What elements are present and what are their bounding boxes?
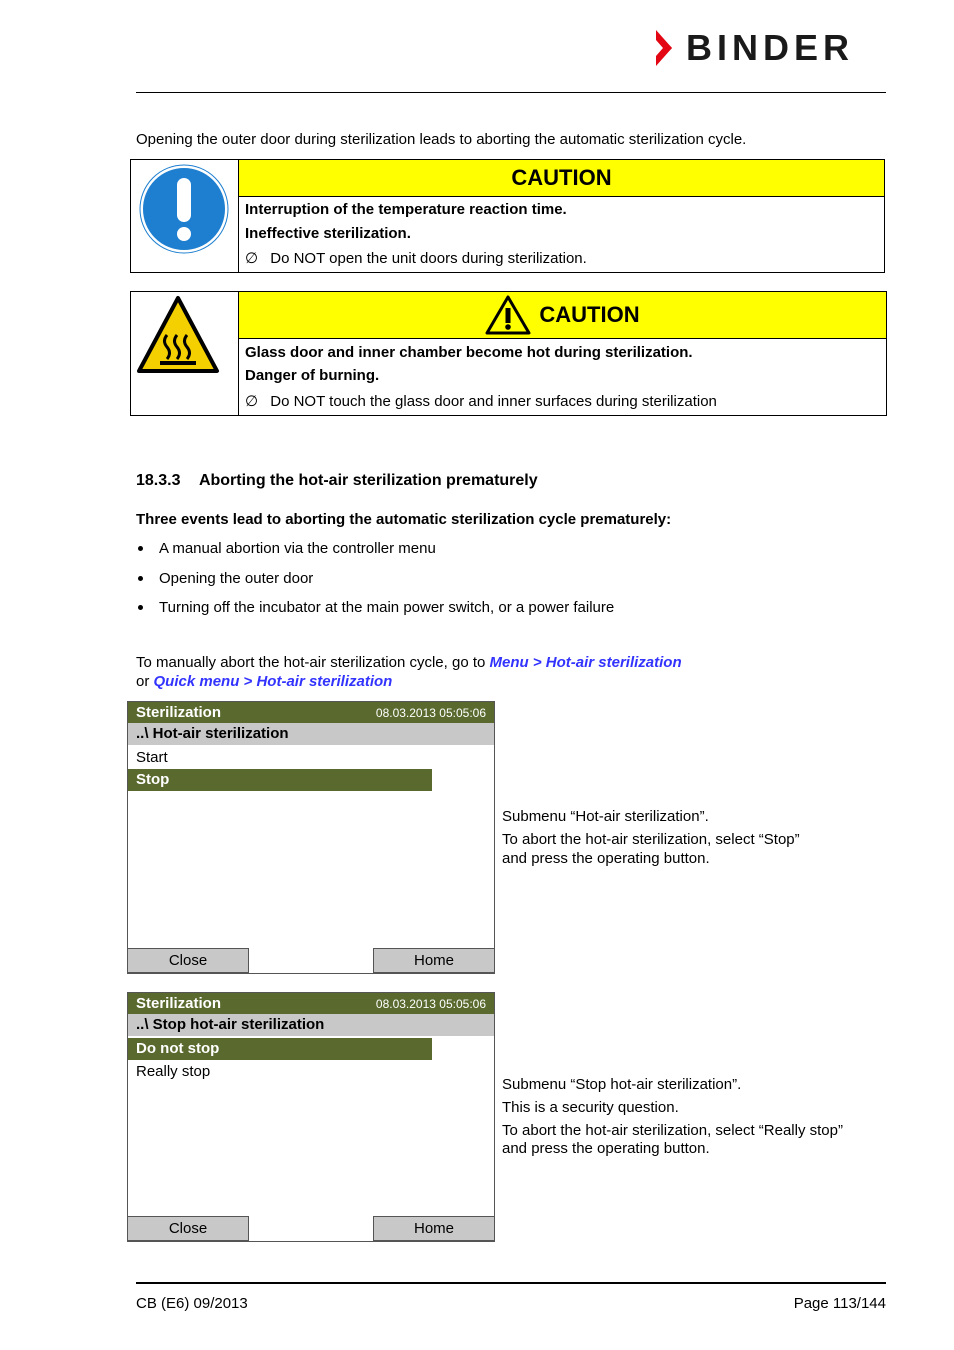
section-heading xyxy=(136,471,538,490)
bullet-icon xyxy=(138,546,143,551)
screen-datetime: 08.03.2013 05:05:06 xyxy=(375,706,486,720)
controller-screen-hot-air xyxy=(127,701,495,974)
screen2-desc-1: Submenu “Stop hot-air sterilization”. xyxy=(502,1076,742,1093)
caution-instruction xyxy=(245,392,717,410)
menu-link[interactable]: Menu > Hot-air sterilization xyxy=(489,654,682,671)
section-number: 18.3.3 xyxy=(136,472,181,489)
caution-box-hot xyxy=(130,291,887,416)
list-item-text: Turning off the incubator at the main power switch, or a power failure xyxy=(159,599,615,616)
menu-item-really-stop[interactable]: Really stop xyxy=(136,1063,211,1080)
hot-surface-icon xyxy=(136,295,220,375)
menu-item-stop[interactable]: Stop xyxy=(128,769,432,791)
screen-title: Sterilization xyxy=(136,995,222,1012)
screen1-desc-1: Submenu “Hot-air sterilization”. xyxy=(502,808,709,825)
instruction-or: or xyxy=(136,673,154,690)
header-rule xyxy=(136,92,886,93)
events-heading: Three events lead to aborting the automatic sterilization cycle prematurely: xyxy=(136,511,672,528)
home-button[interactable]: Home xyxy=(373,948,495,973)
warning-triangle-icon xyxy=(485,295,531,335)
screen1-desc-3: and press the operating button. xyxy=(502,850,710,867)
menu-item-do-not-stop[interactable]: Do not stop xyxy=(128,1038,432,1060)
instruction-line-1 xyxy=(136,653,682,672)
prohibition-symbol: ∅ xyxy=(245,393,259,410)
list-item xyxy=(138,598,614,617)
instruction-prefix: To manually abort the hot-air sterilization cycle, go to xyxy=(136,654,490,671)
menu-item-start[interactable]: Start xyxy=(136,749,168,766)
caution-instruction-text: Do NOT touch the glass door and inner surfaces during sterilization xyxy=(270,393,717,410)
caution-instruction-text: Do NOT open the unit doors during sterilization. xyxy=(270,250,587,267)
caution-line-1: Glass door and inner chamber become hot during sterilization. xyxy=(245,344,693,361)
bullet-icon xyxy=(138,605,143,610)
screen-title: Sterilization xyxy=(136,704,222,721)
caution-heading xyxy=(239,160,884,197)
footer-doc-id: CB (E6) 09/2013 xyxy=(136,1295,248,1312)
screen-path: ..\ Stop hot-air sterilization xyxy=(128,1014,494,1036)
intro-text: Opening the outer door during sterilization leads to aborting the automatic sterilization cycle. xyxy=(136,131,747,148)
footer-page-number: Page 113/144 xyxy=(793,1295,886,1312)
caution-heading-text: CAUTION xyxy=(539,302,640,327)
section-title: Aborting the hot-air sterilization prematurely xyxy=(198,472,538,489)
footer-rule xyxy=(136,1282,886,1284)
controller-screen-stop xyxy=(127,992,495,1242)
screen1-desc-2: To abort the hot-air sterilization, select “Stop” xyxy=(502,831,800,848)
screen-title-bar xyxy=(128,702,494,723)
exclamation-icon xyxy=(139,164,229,254)
close-button[interactable]: Close xyxy=(127,1216,249,1241)
screen2-desc-4: and press the operating button. xyxy=(502,1140,710,1157)
screen2-desc-2: This is a security question. xyxy=(502,1099,679,1116)
list-item xyxy=(138,569,313,588)
list-item xyxy=(138,539,436,558)
home-button[interactable]: Home xyxy=(373,1216,495,1241)
caution-box-doors xyxy=(130,159,885,273)
close-button[interactable]: Close xyxy=(127,948,249,973)
brand-name: BINDER xyxy=(686,27,855,68)
caution-icon-cell xyxy=(131,292,239,415)
binder-logo xyxy=(654,27,886,68)
instruction-line-2 xyxy=(136,672,392,691)
binder-logo-mark-icon xyxy=(654,30,682,66)
caution-instruction xyxy=(245,249,587,267)
screen-datetime: 08.03.2013 05:05:06 xyxy=(375,997,486,1011)
list-item-text: Opening the outer door xyxy=(159,570,314,587)
caution-heading xyxy=(239,292,886,339)
screen2-desc-3: To abort the hot-air sterilization, select “Really stop” xyxy=(502,1122,843,1139)
caution-heading-text: CAUTION xyxy=(511,165,612,190)
caution-line-1: Interruption of the temperature reaction time. xyxy=(245,201,567,218)
list-item-text: A manual abortion via the controller menu xyxy=(159,540,436,557)
prohibition-symbol: ∅ xyxy=(245,250,259,267)
caution-icon-cell xyxy=(131,160,239,272)
bullet-icon xyxy=(138,576,143,581)
screen-title-bar xyxy=(128,993,494,1014)
caution-line-2: Danger of burning. xyxy=(245,367,380,384)
caution-line-2: Ineffective sterilization. xyxy=(245,225,411,242)
screen-path: ..\ Hot-air sterilization xyxy=(128,723,494,745)
quick-menu-link[interactable]: Quick menu > Hot-air sterilization xyxy=(153,673,393,690)
